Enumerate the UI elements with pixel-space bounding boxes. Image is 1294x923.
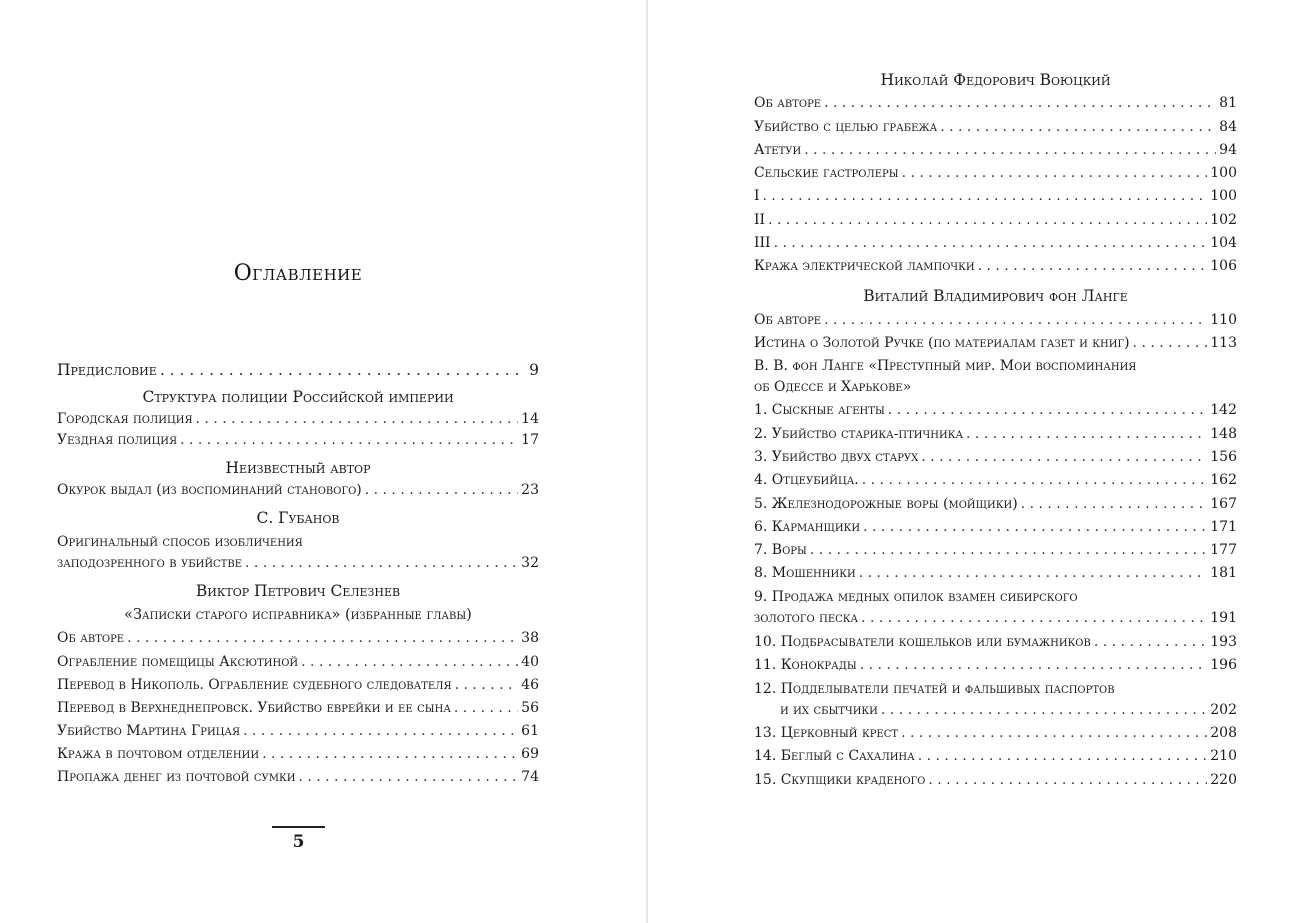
toc-entry-label: и их сбытчики <box>780 702 878 718</box>
toc-entry-page: 171 <box>1210 519 1237 535</box>
dot-leader <box>1094 632 1207 652</box>
section-heading: Неизвестный автор <box>225 459 371 477</box>
toc-entry-label: III <box>754 235 771 251</box>
toc-entry[interactable] <box>754 746 1237 766</box>
dot-leader <box>862 470 1208 490</box>
toc-entry-label: Истина о Золотой Ручке (по материалам газет и книг) <box>754 335 1130 351</box>
toc-entry-label: Кража в почтовом отделении <box>57 746 260 762</box>
toc-entry[interactable] <box>754 723 1237 743</box>
toc-entry[interactable] <box>754 140 1237 160</box>
dot-leader <box>180 430 518 450</box>
toc-entry-label: 6. Карманщики <box>754 519 861 535</box>
toc-entry[interactable] <box>754 447 1237 467</box>
toc-entry-label: Убийство с целью грабежа <box>754 119 938 135</box>
toc-entry-label: Об авторе <box>754 312 822 328</box>
toc-entry-page: 94 <box>1219 142 1237 158</box>
toc-entry[interactable] <box>57 652 539 672</box>
page-number: 5 <box>292 832 305 852</box>
dot-leader <box>824 93 1216 113</box>
toc-entry-page: 181 <box>1210 565 1237 581</box>
toc-entry-label: Перевод в Верхнеднепровск. Убийство еврейки и ее сына <box>57 700 451 716</box>
dot-leader <box>774 233 1208 253</box>
toc-entry-page: 9 <box>529 361 539 379</box>
toc-entry-label: Городская полиция <box>57 411 193 427</box>
toc-entry-page: 210 <box>1210 748 1237 764</box>
toc-entry-label: 11. Конокрады <box>754 657 857 673</box>
toc-entry-label: Кража электрической лампочки <box>754 258 975 274</box>
toc-entry-page: 167 <box>1210 496 1237 512</box>
left-page <box>0 0 646 923</box>
toc-entry-page: 61 <box>521 723 539 739</box>
toc-entry-label: Предисловие <box>57 361 157 379</box>
section-heading: Николай Федорович Воюцкий <box>880 71 1111 89</box>
toc-entry[interactable] <box>754 210 1237 230</box>
toc-entry[interactable] <box>754 470 1237 490</box>
dot-leader <box>881 700 1207 720</box>
toc-entry-label: II <box>754 212 766 228</box>
toc-entry-label: 4. Отцеубийца. <box>754 472 859 488</box>
toc-entry-label: 8. Мошенники <box>754 565 856 581</box>
toc-entry-page: 74 <box>521 769 539 785</box>
toc-entry-page: 208 <box>1210 725 1237 741</box>
toc-entry[interactable] <box>57 409 539 429</box>
toc-entry[interactable] <box>754 256 1237 276</box>
section-heading: С. Губанов <box>256 509 340 527</box>
toc-entry[interactable] <box>754 608 1237 628</box>
toc-entry[interactable] <box>754 655 1237 675</box>
toc-entry-label: 7. Воры <box>754 542 807 558</box>
toc-entry[interactable] <box>754 517 1237 537</box>
toc-entry-label: Сельские гастролеры <box>754 165 899 181</box>
dot-leader <box>1133 333 1208 353</box>
toc-entry-label: Пропажа денег из почтовой сумки <box>57 769 296 785</box>
dot-leader <box>262 744 518 764</box>
section-heading: Виктор Петрович Селезнев <box>195 582 401 600</box>
toc-entry[interactable] <box>754 93 1237 113</box>
toc-entry-label: 10. Подбрасыватели кошельков или бумажников <box>754 634 1091 650</box>
toc-entry-label: 13. Церковный крест <box>754 725 899 741</box>
toc-entry-page: 106 <box>1210 258 1237 274</box>
toc-entry-line: об Одессе и Харькове» <box>754 379 912 395</box>
toc-entry[interactable] <box>57 430 539 450</box>
toc-entry-label: 14. Беглый с Сахалина <box>754 748 915 764</box>
section-heading: Структура полиции Российской империи <box>142 388 454 406</box>
toc-entry-label: Атетуи <box>754 142 802 158</box>
dot-leader <box>810 540 1207 560</box>
dot-leader <box>196 409 519 429</box>
dot-leader <box>824 310 1207 330</box>
toc-entry-page: 162 <box>1210 472 1237 488</box>
toc-entry-page: 220 <box>1210 772 1237 788</box>
toc-entry[interactable] <box>754 770 1237 790</box>
toc-entry[interactable] <box>57 767 539 787</box>
toc-entry-line: Оригинальный способ изобличения <box>57 534 303 550</box>
toc-entry-label: 15. Скупщики краденого <box>754 772 926 788</box>
dot-leader <box>860 655 1208 675</box>
dot-leader <box>901 723 1207 743</box>
toc-entry-page: 38 <box>521 630 539 646</box>
toc-entry[interactable] <box>754 632 1237 652</box>
toc-entry-label: Уездная полиция <box>57 432 178 448</box>
toc-entry-page: 142 <box>1210 402 1237 418</box>
toc-entry[interactable] <box>754 700 1237 720</box>
dot-leader <box>1021 494 1208 514</box>
right-page <box>648 0 1294 923</box>
toc-entry-page: 196 <box>1210 657 1237 673</box>
dot-leader <box>763 186 1208 206</box>
toc-entry-page: 148 <box>1210 426 1237 442</box>
toc-entry[interactable] <box>57 744 539 764</box>
toc-entry-page: 69 <box>521 746 539 762</box>
toc-entry[interactable] <box>754 333 1237 353</box>
dot-leader <box>888 400 1207 420</box>
toc-entry-label: I <box>754 188 760 204</box>
toc-entry[interactable] <box>57 553 539 573</box>
toc-entry-label: Убийство Мартина Грицая <box>57 723 241 739</box>
toc-entry-page: 102 <box>1210 212 1237 228</box>
dot-leader <box>160 360 526 380</box>
toc-entry[interactable] <box>57 480 539 500</box>
dot-leader <box>365 480 518 500</box>
dot-leader <box>298 767 518 787</box>
dot-leader <box>863 517 1207 537</box>
toc-entry-page: 23 <box>521 482 539 498</box>
dot-leader <box>859 563 1208 583</box>
toc-entry-label: золотого песка <box>754 610 859 626</box>
dot-leader <box>902 163 1208 183</box>
toc-entry-page: 40 <box>521 654 539 670</box>
toc-entry[interactable] <box>754 494 1237 514</box>
page-number-rule <box>272 826 325 828</box>
toc-entry-label: Ограбление помещицы Аксютиной <box>57 654 299 670</box>
dot-leader <box>245 553 518 573</box>
toc-entry-label: Об авторе <box>754 95 822 111</box>
toc-entry[interactable] <box>754 563 1237 583</box>
toc-entry-page: 113 <box>1210 335 1237 351</box>
toc-entry[interactable] <box>57 698 539 718</box>
toc-entry-label: 1. Сыскные агенты <box>754 402 885 418</box>
dot-leader <box>928 770 1207 790</box>
dot-leader <box>127 628 518 648</box>
toc-entry-page: 156 <box>1210 449 1237 465</box>
toc-entry-page: 17 <box>521 432 539 448</box>
toc-title: Оглавление <box>233 261 363 286</box>
toc-entry-page: 46 <box>521 677 539 693</box>
dot-leader <box>861 608 1207 628</box>
toc-entry[interactable] <box>754 233 1237 253</box>
toc-entry-page: 81 <box>1219 95 1237 111</box>
dot-leader <box>454 698 518 718</box>
toc-entry[interactable] <box>754 117 1237 137</box>
dot-leader <box>978 256 1208 276</box>
toc-entry-line: 9. Продажа медных опилок взамен сибирского <box>754 589 1078 605</box>
toc-entry[interactable] <box>754 540 1237 560</box>
toc-entry-page: 14 <box>521 411 539 427</box>
toc-entry-page: 193 <box>1210 634 1237 650</box>
toc-entry-page: 110 <box>1210 312 1237 328</box>
toc-entry-page: 177 <box>1210 542 1237 558</box>
section-heading: Виталий Владимирович фон Ланге <box>863 287 1128 305</box>
dot-leader <box>940 117 1216 137</box>
toc-entry[interactable] <box>57 628 539 648</box>
dot-leader <box>804 140 1216 160</box>
toc-entry-page: 104 <box>1210 235 1237 251</box>
toc-entry-page: 100 <box>1210 188 1237 204</box>
dot-leader <box>966 424 1207 444</box>
toc-entry[interactable] <box>57 675 539 695</box>
toc-entry-label: 5. Железнодорожные воры (мойщики) <box>754 496 1018 512</box>
toc-entry[interactable] <box>754 424 1237 444</box>
toc-entry-label: Об авторе <box>57 630 125 646</box>
toc-entry-page: 100 <box>1210 165 1237 181</box>
dot-leader <box>455 675 519 695</box>
toc-entry-line: В. В. фон Ланге «Преступный мир. Мои воспоминания <box>754 358 1137 374</box>
dot-leader <box>301 652 518 672</box>
toc-entry-label: Окурок выдал (из воспоминаний станового) <box>57 482 362 498</box>
toc-entry-label: 2. Убийство старика-птичника <box>754 426 964 442</box>
dot-leader <box>921 447 1207 467</box>
dot-leader <box>918 746 1208 766</box>
toc-entry-page: 202 <box>1210 702 1237 718</box>
dot-leader <box>768 210 1207 230</box>
toc-entry-label: заподозренного в убийстве <box>57 555 243 571</box>
toc-entry-page: 32 <box>521 555 539 571</box>
toc-entry[interactable] <box>754 186 1237 206</box>
toc-entry[interactable] <box>754 163 1237 183</box>
toc-entry-page: 56 <box>521 700 539 716</box>
toc-entry[interactable] <box>754 310 1237 330</box>
section-subheading: «Записки старого исправника» (избранные главы) <box>124 607 472 623</box>
toc-entry-label: 3. Убийство двух старух <box>754 449 919 465</box>
toc-entry[interactable] <box>57 360 539 380</box>
toc-entry-page: 191 <box>1210 610 1237 626</box>
dot-leader <box>243 721 518 741</box>
toc-entry-page: 84 <box>1219 119 1237 135</box>
toc-entry-line: 12. Подделыватели печатей и фальшивых паспортов <box>754 681 1115 697</box>
toc-entry[interactable] <box>57 721 539 741</box>
toc-entry-label: Перевод в Никополь. Ограбление судебного следователя <box>57 677 452 693</box>
toc-entry[interactable] <box>754 400 1237 420</box>
